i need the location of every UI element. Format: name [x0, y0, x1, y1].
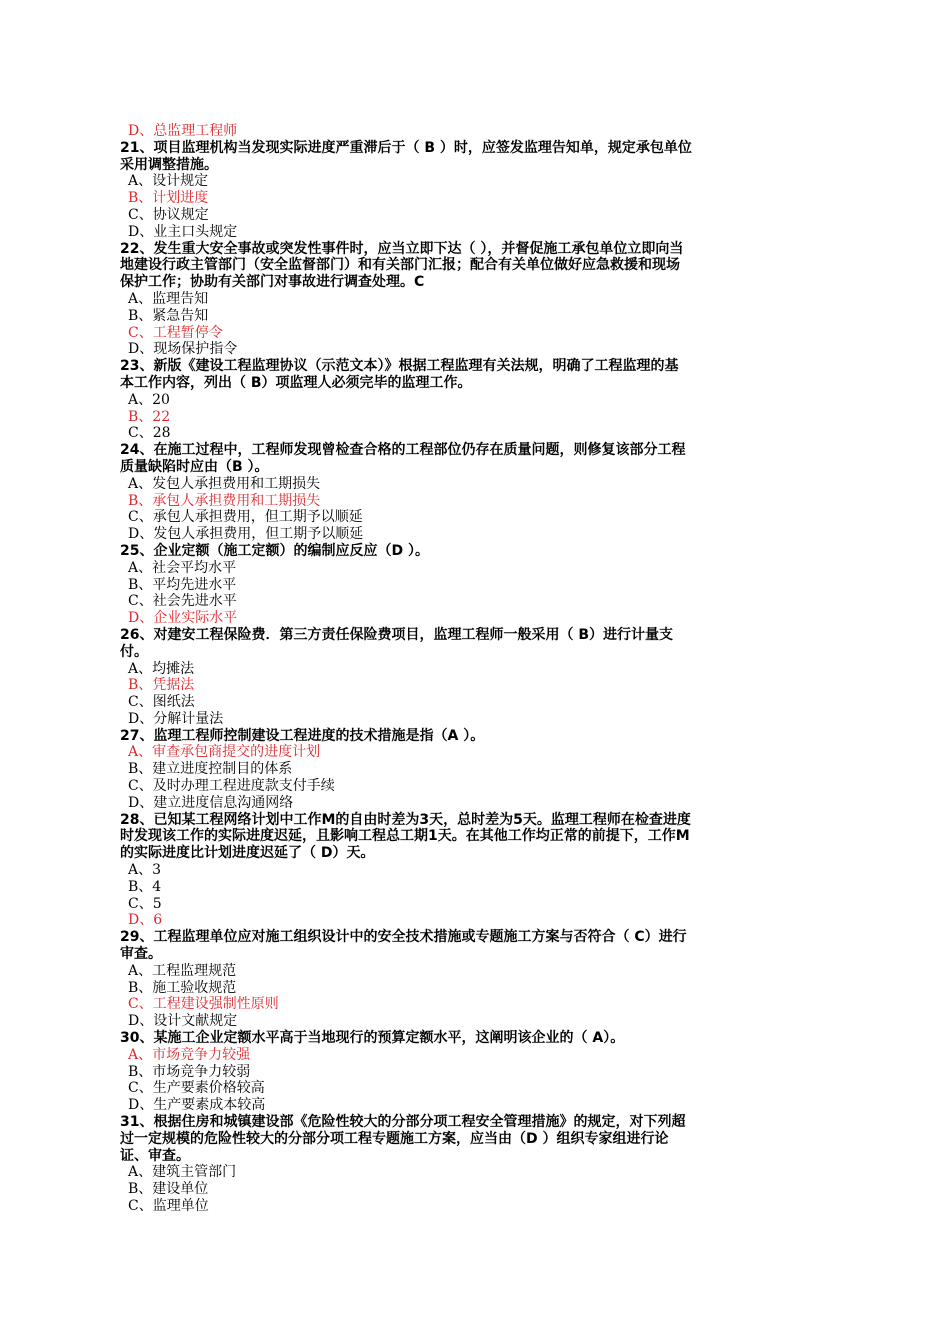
- answer-option: C、5: [128, 895, 162, 912]
- answer-option: C、生产要素价格较高: [128, 1080, 265, 1097]
- answer-option: A、工程监理规范: [128, 962, 237, 979]
- question-text-line: 质量缺陷时应由（B ）。: [120, 458, 269, 475]
- answer-option: B、紧急告知: [128, 307, 209, 324]
- answer-option: A、发包人承担费用和工期损失: [128, 475, 321, 492]
- answer-option: D、建立进度信息沟通网络: [128, 794, 294, 811]
- answer-option: A、社会平均水平: [128, 559, 237, 576]
- correct-answer-option: D、6: [128, 912, 163, 929]
- answer-option: D、现场保护指令: [128, 341, 238, 358]
- question-text-line: 过一定规模的危险性较大的分部分项工程专题施工方案，应当由（D ）组织专家组进行论: [120, 1130, 669, 1147]
- answer-option: D、设计文献规定: [128, 1013, 238, 1030]
- correct-answer-option: A、市场竞争力较强: [128, 1046, 251, 1063]
- answer-option: C、图纸法: [128, 694, 195, 711]
- question-text-line: 22、发生重大安全事故或突发性事件时，应当立即下达（ ），并督促施工承包单位立即向当: [120, 240, 684, 257]
- question-text-line: 证、审查。: [120, 1147, 190, 1164]
- question-text-line: 地建设行政主管部门（安全监督部门）和有关部门汇报；配合有关单位做好应急救援和现场: [120, 257, 680, 274]
- answer-option: B、市场竞争力较弱: [128, 1063, 251, 1080]
- answer-option: A、均摊法: [128, 660, 195, 677]
- correct-answer-option: B、承包人承担费用和工期损失: [128, 492, 321, 509]
- answer-option: D、生产要素成本较高: [128, 1097, 266, 1114]
- answer-option: A、3: [128, 862, 162, 879]
- answer-option: B、建立进度控制目的体系: [128, 761, 293, 778]
- correct-answer-option: D、企业实际水平: [128, 610, 238, 627]
- answer-option: D、发包人承担费用，但工期予以顺延: [128, 526, 364, 543]
- answer-option: D、分解计量法: [128, 710, 224, 727]
- question-text-line: 25、企业定额（施工定额）的编制应反应（D ）。: [120, 542, 429, 559]
- answer-option: B、建设单位: [128, 1181, 209, 1198]
- question-text-line: 采用调整措施。: [120, 156, 218, 173]
- answer-option: B、平均先进水平: [128, 576, 237, 593]
- question-list: [120, 123, 810, 1215]
- question-text-line: 时发现该工作的实际进度迟延，且影响工程总工期1天。在其他工作均正常的前提下，工作M: [120, 828, 690, 845]
- answer-option: D、业主口头规定: [128, 223, 238, 240]
- question-text-line: 的实际进度比计划进度迟延了（ D）天。: [120, 845, 375, 862]
- correct-answer-option: B、凭据法: [128, 677, 195, 694]
- question-text-line: 28、已知某工程网络计划中工作M的自由时差为3天，总时差为5天。监理工程师在检查进度: [120, 811, 691, 828]
- correct-answer-option: D、总监理工程师: [128, 123, 238, 139]
- correct-answer-option: B、计划进度: [128, 190, 209, 207]
- question-text-line: 29、工程监理单位应对施工组织设计中的安全技术措施或专题施工方案与否符合（ C）进行: [120, 929, 687, 946]
- question-text-line: 31、根据住房和城镇建设部《危险性较大的分部分项工程安全管理措施》的规定，对下列超: [120, 1114, 686, 1131]
- question-text-line: 本工作内容，列出（ B）项监理人必须完毕的监理工作。: [120, 374, 472, 391]
- correct-answer-option: B、22: [128, 408, 171, 425]
- correct-answer-option: C、工程建设强制性原则: [128, 996, 279, 1013]
- question-text-line: 23、新版《建设工程监理协议（示范文本）》根据工程监理有关法规，明确了工程监理的基: [120, 358, 679, 375]
- answer-option: C、及时办理工程进度款支付手续: [128, 778, 335, 795]
- answer-option: C、承包人承担费用，但工期予以顺延: [128, 509, 363, 526]
- answer-option: A、监理告知: [128, 290, 209, 307]
- answer-option: B、4: [128, 878, 162, 895]
- question-text-line: 24、在施工过程中，工程师发现曾检查合格的工程部位仍存在质量问题，则修复该部分工程: [120, 442, 686, 459]
- question-text-line: 21、项目监理机构当发现实际进度严重滞后于（ B ）时，应签发监理告知单，规定承包单位: [120, 139, 692, 156]
- answer-option: C、28: [128, 425, 171, 442]
- answer-option: C、协议规定: [128, 206, 209, 223]
- answer-option: A、设计规定: [128, 173, 209, 190]
- question-text-line: 保护工作；协助有关部门对事故进行调查处理。C: [120, 274, 425, 291]
- correct-answer-option: A、审查承包商提交的进度计划: [128, 744, 321, 761]
- question-text-line: 27、监理工程师控制建设工程进度的技术措施是指（A ）。: [120, 727, 485, 744]
- correct-answer-option: C、工程暂停令: [128, 324, 223, 341]
- question-text-line: 26、对建安工程保险费．第三方责任保险费项目，监理工程师一般采用（ B）进行计量支: [120, 626, 674, 643]
- question-text-line: 30、某施工企业定额水平高于当地现行的预算定额水平，这阐明该企业的（ A）。: [120, 1030, 625, 1047]
- answer-option: C、监理单位: [128, 1198, 209, 1214]
- answer-option: A、建筑主管部门: [128, 1164, 237, 1181]
- answer-option: B、施工验收规范: [128, 979, 237, 996]
- answer-option: C、社会先进水平: [128, 593, 237, 610]
- question-text-line: 付。: [120, 643, 148, 660]
- answer-option: A、20: [128, 391, 170, 408]
- question-text-line: 审查。: [120, 946, 162, 963]
